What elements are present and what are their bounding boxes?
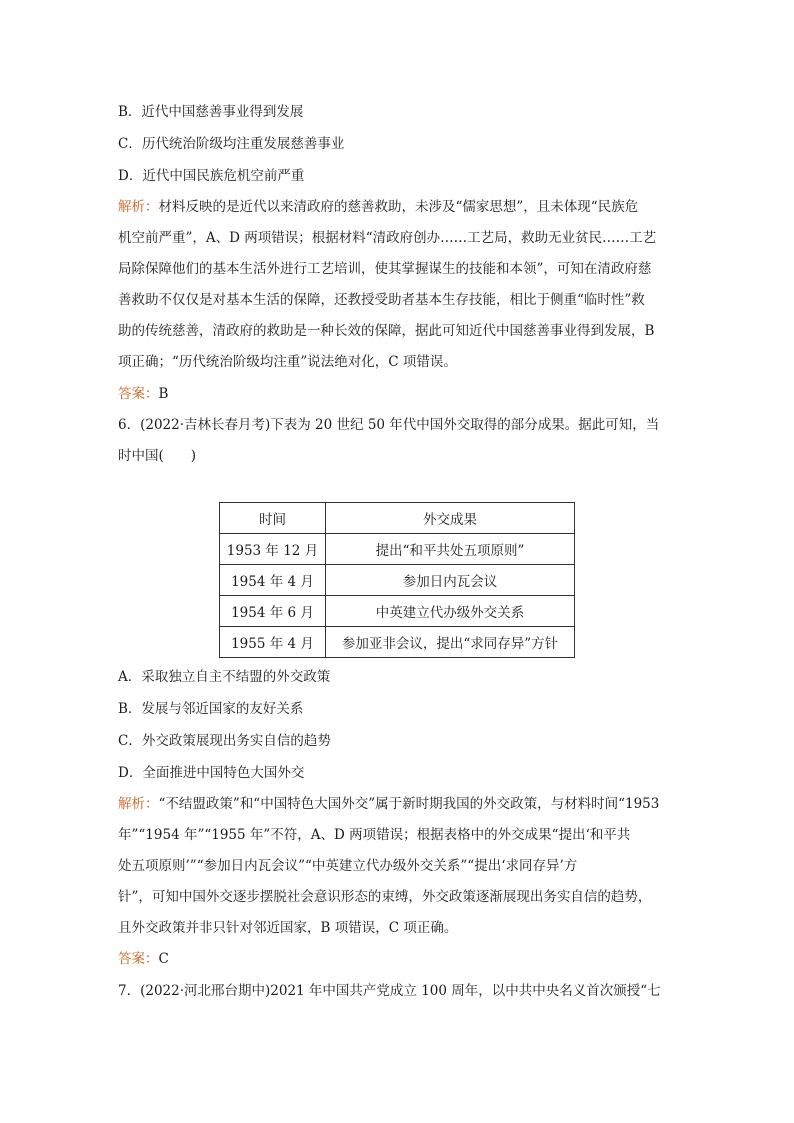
table-cell-time: 1953 年 12 月 [220,534,326,565]
table-row [220,596,575,627]
table-header-time: 时间 [220,503,326,534]
q5-analysis-line-6: 项正确；“历代统治阶级均注重”说法绝对化，C 项错误。 [118,354,457,370]
q6-analysis-line-2: 年”“1954 年”“1955 年”不符，A、D 两项错误；根据表格中的外交成果“提出‘和平共 [118,827,631,843]
q7-stem-line-1: 7．(2022·河北邢台期中)2021 年中国共产党成立 100 周年，以中共中央名义首次颁授“七 [118,983,661,999]
q6-answer-label: 答案： [118,951,159,967]
q6-answer [118,949,169,969]
q6-option-b: B．发展与邻近国家的友好关系 [118,701,304,717]
table-cell-time: 1955 年 4 月 [220,627,326,658]
table-row [220,627,575,658]
q5-analysis-line-2: 机空前严重”，A、D 两项错误；根据材料“清政府创办……工艺局，救助无业贫民……工艺 [118,230,657,246]
table-header-achievement: 外交成果 [326,503,575,534]
table-row [220,565,575,596]
table-cell-achievement: 参加日内瓦会议 [326,565,575,596]
q6-stem-line-2: 时中国( ) [118,448,197,464]
q5-analysis-line-4: 善救助不仅仅是对基本生活的保障，还教授受助者基本生存技能，相比于侧重“临时性”救 [118,292,645,308]
q6-answer-value: C [158,951,169,967]
q5-answer [118,384,168,404]
q6-diplomacy-table [219,502,575,658]
q5-analysis-line-5: 助的传统慈善，清政府的救助是一种长效的保障，据此可知近代中国慈善事业得到发展，B [118,323,655,339]
q6-analysis-line-5: 且外交政策并非只针对邻近国家，B 项错误，C 项正确。 [118,920,458,936]
q6-analysis-line-4: 针”，可知中国外交逐步摆脱社会意识形态的束缚，外交政策逐渐展现出务实自信的趋势， [118,889,652,905]
q5-answer-label: 答案： [118,386,159,402]
q6-option-a: A．采取独立自主不结盟的外交政策 [118,669,331,685]
table-cell-time: 1954 年 4 月 [220,565,326,596]
q6-analysis-text: “不结盟政策”和“中国特色大国外交”属于新时期我国的外交政策，与材料时间“1953 [158,796,660,812]
table-cell-achievement: 中英建立代办级外交关系 [326,596,575,627]
table-row [220,534,575,565]
q5-option-d: D．近代中国民族危机空前严重 [118,168,305,184]
table-header-row [220,503,575,534]
q5-answer-value: B [158,386,169,402]
q5-analysis-text: 材料反映的是近代以来清政府的慈善救助，未涉及“儒家思想”，且未体现“民族危 [158,199,639,215]
q6-stem-line-1: 6．(2022·吉林长春月考)下表为 20 世纪 50 年代中国外交取得的部分成果。据此可知，当 [118,417,660,433]
table-cell-achievement: 参加亚非会议，提出“求同存异”方针 [326,627,575,658]
table-cell-achievement: 提出“和平共处五项原则” [326,534,575,565]
q6-option-c: C．外交政策展现出务实自信的趋势 [118,733,331,749]
q6-analysis-label: 解析： [118,796,159,812]
q5-option-b: B．近代中国慈善事业得到发展 [118,104,304,120]
q5-analysis-line-1 [118,197,638,217]
q5-option-c: C．历代统治阶级均注重发展慈善事业 [118,136,345,152]
q5-analysis-label: 解析： [118,199,159,215]
q6-analysis-line-3: 处五项原则’”“参加日内瓦会议”“中英建立代办级外交关系”“提出‘求同存异’方 [118,858,578,874]
q5-analysis-line-3: 局除保障他们的基本生活外进行工艺培训，使其掌握谋生的技能和本领”，可知在清政府慈 [118,261,652,277]
q6-option-d: D．全面推进中国特色大国外交 [118,765,305,781]
q6-analysis-line-1 [118,794,659,814]
table-cell-time: 1954 年 6 月 [220,596,326,627]
